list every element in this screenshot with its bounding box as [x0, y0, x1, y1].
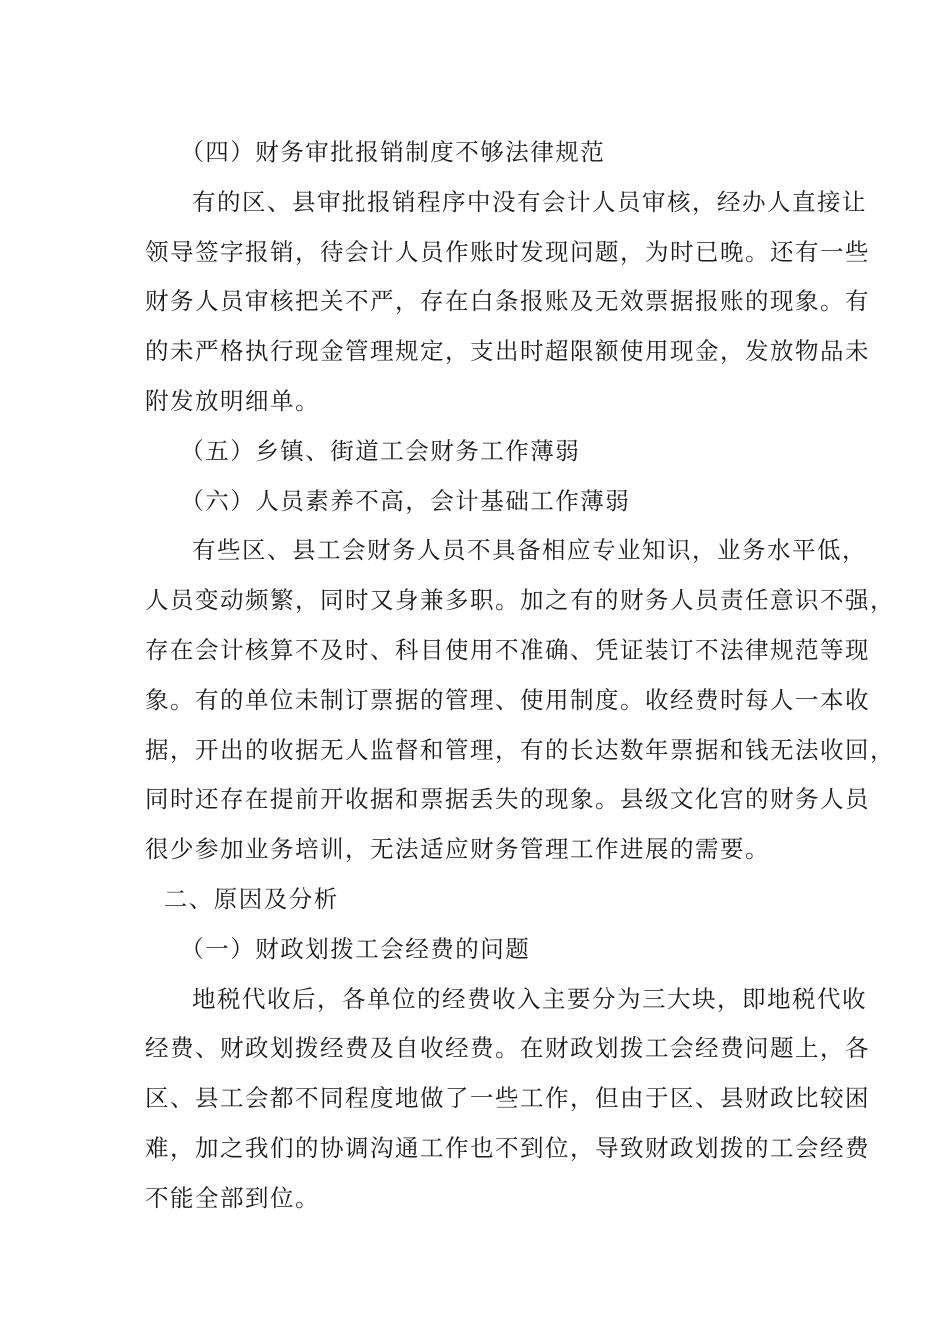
text-line: 二、原因及分析	[163, 884, 339, 913]
section-heading-5	[145, 427, 817, 477]
text-line: 象。有的单位未制订票据的管理、使用制度。收经费时每人一本收	[145, 685, 870, 714]
section-heading-6	[145, 477, 817, 527]
text-line: 地税代收后，各单位的经费收入主要分为三大块，即地税代收	[192, 984, 867, 1013]
text-line: 不能全部到位。	[145, 1183, 320, 1212]
text-line: 经费、财政划拨经费及自收经费。在财政划拨工会经费问题上，各	[145, 1034, 870, 1063]
text-line: （四）财务审批报销制度不够法律规范	[180, 138, 606, 166]
text-line: 的未严格执行现金管理规定，支出时超限额使用现金，发放物品未	[145, 337, 870, 366]
chapter-heading-2	[145, 875, 817, 925]
paragraph-approval	[145, 178, 870, 427]
text-line: 同时还存在提前开收据和票据丢失的现象。县级文化宫的财务人员	[145, 785, 870, 814]
text-line: 财务人员审核把关不严，存在白条报账及无效票据报账的现象。有	[145, 287, 870, 316]
text-line: 很少参加业务培训，无法适应财务管理工作进展的需要。	[145, 835, 770, 864]
text-line: 存在会计核算不及时、科目使用不准确、凭证装订不法律规范等现	[145, 635, 870, 664]
text-line: 区、县工会都不同程度地做了一些工作，但由于区、县财政比较困	[145, 1084, 870, 1113]
text-line: 领导签字报销，待会计人员作账时发现问题，为时已晚。还有一些	[145, 237, 870, 266]
text-line: 有些区、县工会财务人员不具备相应专业知识，业务水平低，	[192, 536, 867, 565]
section-heading-1	[145, 925, 817, 975]
document-body	[145, 128, 895, 1224]
text-line: （六）人员素养不高，会计基础工作薄弱	[180, 486, 631, 515]
paragraph-staff	[145, 526, 895, 875]
text-line: 有的区、县审批报销程序中没有会计人员审核，经办人直接让	[192, 187, 867, 216]
paragraph-funding	[145, 975, 870, 1224]
text-line: （一）财政划拨工会经费的问题	[180, 934, 531, 963]
text-line: 据，开出的收据无人监督和管理，有的长达数年票据和钱无法收回，	[145, 735, 895, 764]
section-heading-4	[145, 128, 817, 178]
text-line: （五）乡镇、街道工会财务工作薄弱	[180, 436, 581, 465]
text-line: 附发放明细单。	[145, 386, 320, 415]
text-line: 难，加之我们的协调沟通工作也不到位，导致财政划拨的工会经费	[145, 1133, 870, 1162]
text-line: 人员变动频繁，同时又身兼多职。加之有的财务人员责任意识不强，	[145, 586, 895, 615]
